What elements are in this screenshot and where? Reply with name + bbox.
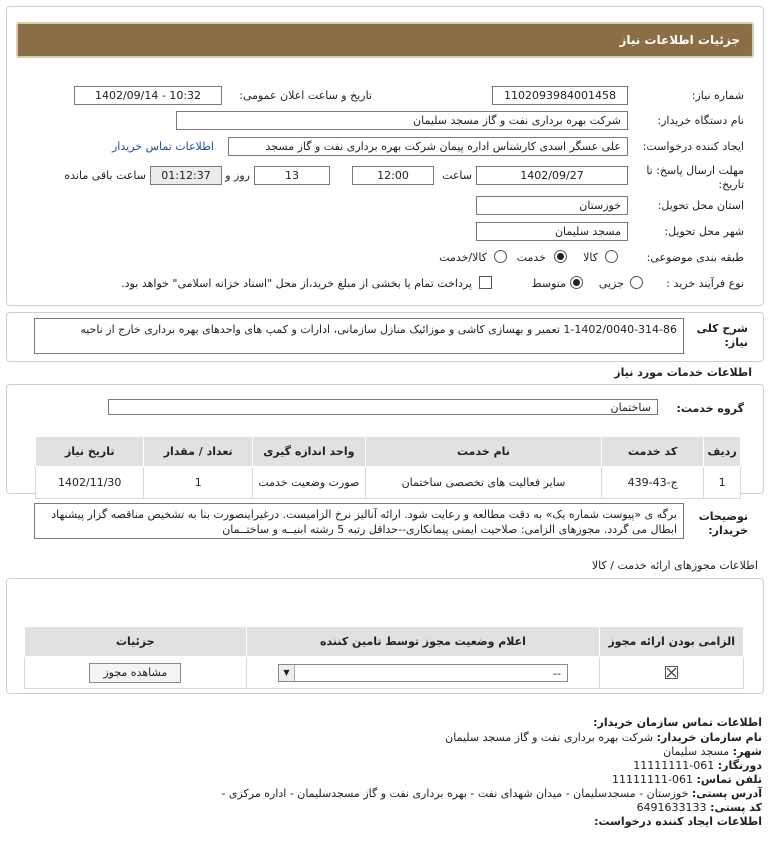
- page-header: [16, 22, 754, 58]
- process-partial-label: جزیی: [598, 277, 624, 290]
- announce-date-field: 1402/09/14 - 10:32: [74, 86, 222, 105]
- contact-phone-line: [612, 773, 762, 786]
- buyer-contact-link[interactable]: اطلاعات تماس خریدار: [112, 140, 214, 153]
- days-label: روز و: [225, 169, 250, 182]
- province-field: خوزستان: [476, 196, 628, 215]
- col-unit: واحد اندازه گیری: [252, 437, 365, 467]
- col-code: کد خدمت: [602, 437, 704, 467]
- category-goods-service-label: کالا/خدمت: [439, 251, 487, 264]
- contact-org-value: شرکت بهره برداری نفت و گاز مسجد سلیمان: [445, 731, 654, 744]
- deadline-label: مهلت ارسال پاسخ: تا: [646, 164, 744, 177]
- announce-date-label: تاریخ و ساعت اعلان عمومی:: [239, 89, 372, 102]
- row-index: 1: [704, 467, 741, 499]
- description-label: شرح کلی نیاز:: [696, 322, 748, 349]
- category-goods-radio[interactable]: [605, 250, 618, 263]
- table-row: [25, 657, 744, 689]
- page-title: جزئیات اطلاعات نیاز: [619, 33, 740, 47]
- category-service-label: خدمت: [516, 251, 546, 264]
- permit-required-checkbox: [665, 666, 678, 679]
- description-text: 1-1402/0040-314-86 تعمیر و بهسازی کاشی و موزائیک منازل سازمانی، ادارات و کمپ های واحدهای بهره برداری خارج از ناحیه: [34, 318, 684, 354]
- category-goods-service-radio[interactable]: [494, 250, 507, 263]
- days-remaining-field: 13: [254, 166, 330, 185]
- contact-postal-value: 6491633133: [636, 801, 707, 814]
- contact-address-label: آدرس پستی:: [691, 787, 762, 800]
- permits-section-title: اطلاعات مجوزهای ارائه خدمت / کالا: [591, 559, 758, 572]
- contact-address-value: خوزستان - مسجدسلیمان - میدان شهدای نفت - بهره برداری نفت و گاز مسجدسلیمان - اداره مرکزی -: [221, 787, 689, 800]
- contact-fax-value: 061-11111111: [633, 759, 715, 772]
- process-label: نوع فرآیند خرید :: [666, 277, 744, 290]
- deadline-date-field: 1402/09/27: [476, 166, 628, 185]
- contact-phone-value: 061-11111111: [612, 773, 694, 786]
- chevron-down-icon[interactable]: ▼: [279, 665, 295, 681]
- services-table: [35, 436, 741, 499]
- contact-address-line: [221, 787, 762, 800]
- category-label: طبقه بندی موضوعی:: [646, 251, 744, 264]
- row-unit: صورت وضعیت خدمت: [252, 467, 365, 499]
- deadline-date-label: تاریخ:: [718, 178, 744, 191]
- contact-org-label: نام سازمان خریدار:: [656, 731, 762, 744]
- buyer-org-field: شرکت بهره برداری نفت و گاز مسجد سلیمان: [176, 111, 628, 130]
- permit-status-value: --: [553, 666, 561, 680]
- contact-city-label: شهر:: [732, 745, 762, 758]
- requester-label: ایجاد کننده درخواست:: [642, 140, 744, 153]
- contact-postal-line: [637, 801, 762, 814]
- need-number-field: 1102093984001458: [492, 86, 628, 105]
- service-group-field: ساختمان: [108, 399, 658, 415]
- contact-city-value: مسجد سلیمان: [663, 745, 730, 758]
- contact-phone-label: تلفن تماس:: [696, 773, 762, 786]
- buyer-org-label: نام دستگاه خریدار:: [657, 114, 744, 127]
- treasury-note: پرداخت تمام یا بخشی از مبلغ خرید،از محل "اسناد خزانه اسلامی" خواهد بود.: [121, 277, 472, 290]
- need-number-label: شماره نیاز:: [691, 89, 744, 102]
- permit-status-select[interactable]: [278, 664, 568, 682]
- col-permit-status: اعلام وضعیت مجوز توسط تامین کننده: [246, 627, 600, 657]
- deadline-time-label: ساعت: [442, 169, 472, 182]
- col-qty: تعداد / مقدار: [144, 437, 252, 467]
- contact-fax-line: [633, 759, 762, 772]
- permits-table: [24, 626, 744, 689]
- requester-field: علی عسگر اسدی کارشناس اداره پیمان شرکت بهره برداری نفت و گاز مسجد: [228, 137, 628, 156]
- table-row: [36, 467, 741, 499]
- col-name: نام خدمت: [365, 437, 601, 467]
- remaining-time-field: 01:12:37: [150, 166, 222, 185]
- col-row: ردیف: [704, 437, 741, 467]
- city-field: مسجد سلیمان: [476, 222, 628, 241]
- contact-title: اطلاعات تماس سازمان خریدار:: [593, 716, 762, 729]
- city-label: شهر محل تحویل:: [664, 225, 744, 238]
- contact-org-line: [445, 731, 762, 744]
- services-section-title: اطلاعات خدمات مورد نیاز: [614, 366, 752, 379]
- col-permit-details: جزئیات: [25, 627, 247, 657]
- buyer-notes-text: برگه ی «پیوست شماره یک» به دقت مطالعه و رعایت شود. ارائه آنالیز نرخ الزامیست. درغیراینصورت بنا به تشخیص مناقصه گزار پیشنهاد ابطال می گردد. مجوزهای الزامی: صلاحیت ایمنی پیمانکاری--حداقل رتبه 5 رشته ابنیــه و ساختــمان: [34, 503, 684, 539]
- view-permit-button[interactable]: مشاهده مجوز: [89, 663, 181, 683]
- buyer-notes-label: توضیحات خریدار:: [698, 510, 748, 537]
- col-permit-required: الزامی بودن ارائه مجوز: [600, 627, 744, 657]
- row-date: 1402/11/30: [36, 467, 144, 499]
- treasury-checkbox[interactable]: [479, 276, 492, 289]
- process-medium-radio[interactable]: [570, 276, 583, 289]
- contact-postal-label: کد پستی:: [710, 801, 762, 814]
- row-code: ج-43-439: [602, 467, 704, 499]
- col-date: تاریخ نیاز: [36, 437, 144, 467]
- row-name: سایر فعالیت های تخصصی ساختمان: [365, 467, 601, 499]
- row-qty: 1: [144, 467, 252, 499]
- category-goods-label: کالا: [583, 251, 598, 264]
- contact-city-line: [663, 745, 762, 758]
- contact-fax-label: دورنگار:: [717, 759, 762, 772]
- category-service-radio[interactable]: [554, 250, 567, 263]
- deadline-time-field: 12:00: [352, 166, 434, 185]
- process-medium-label: متوسط: [531, 277, 566, 290]
- creator-info-title: اطلاعات ایجاد کننده درخواست:: [594, 815, 762, 828]
- process-partial-radio[interactable]: [630, 276, 643, 289]
- service-group-label: گروه خدمت:: [676, 402, 744, 415]
- remaining-time-label: ساعت باقی مانده: [64, 169, 146, 182]
- province-label: استان محل تحویل:: [657, 199, 744, 212]
